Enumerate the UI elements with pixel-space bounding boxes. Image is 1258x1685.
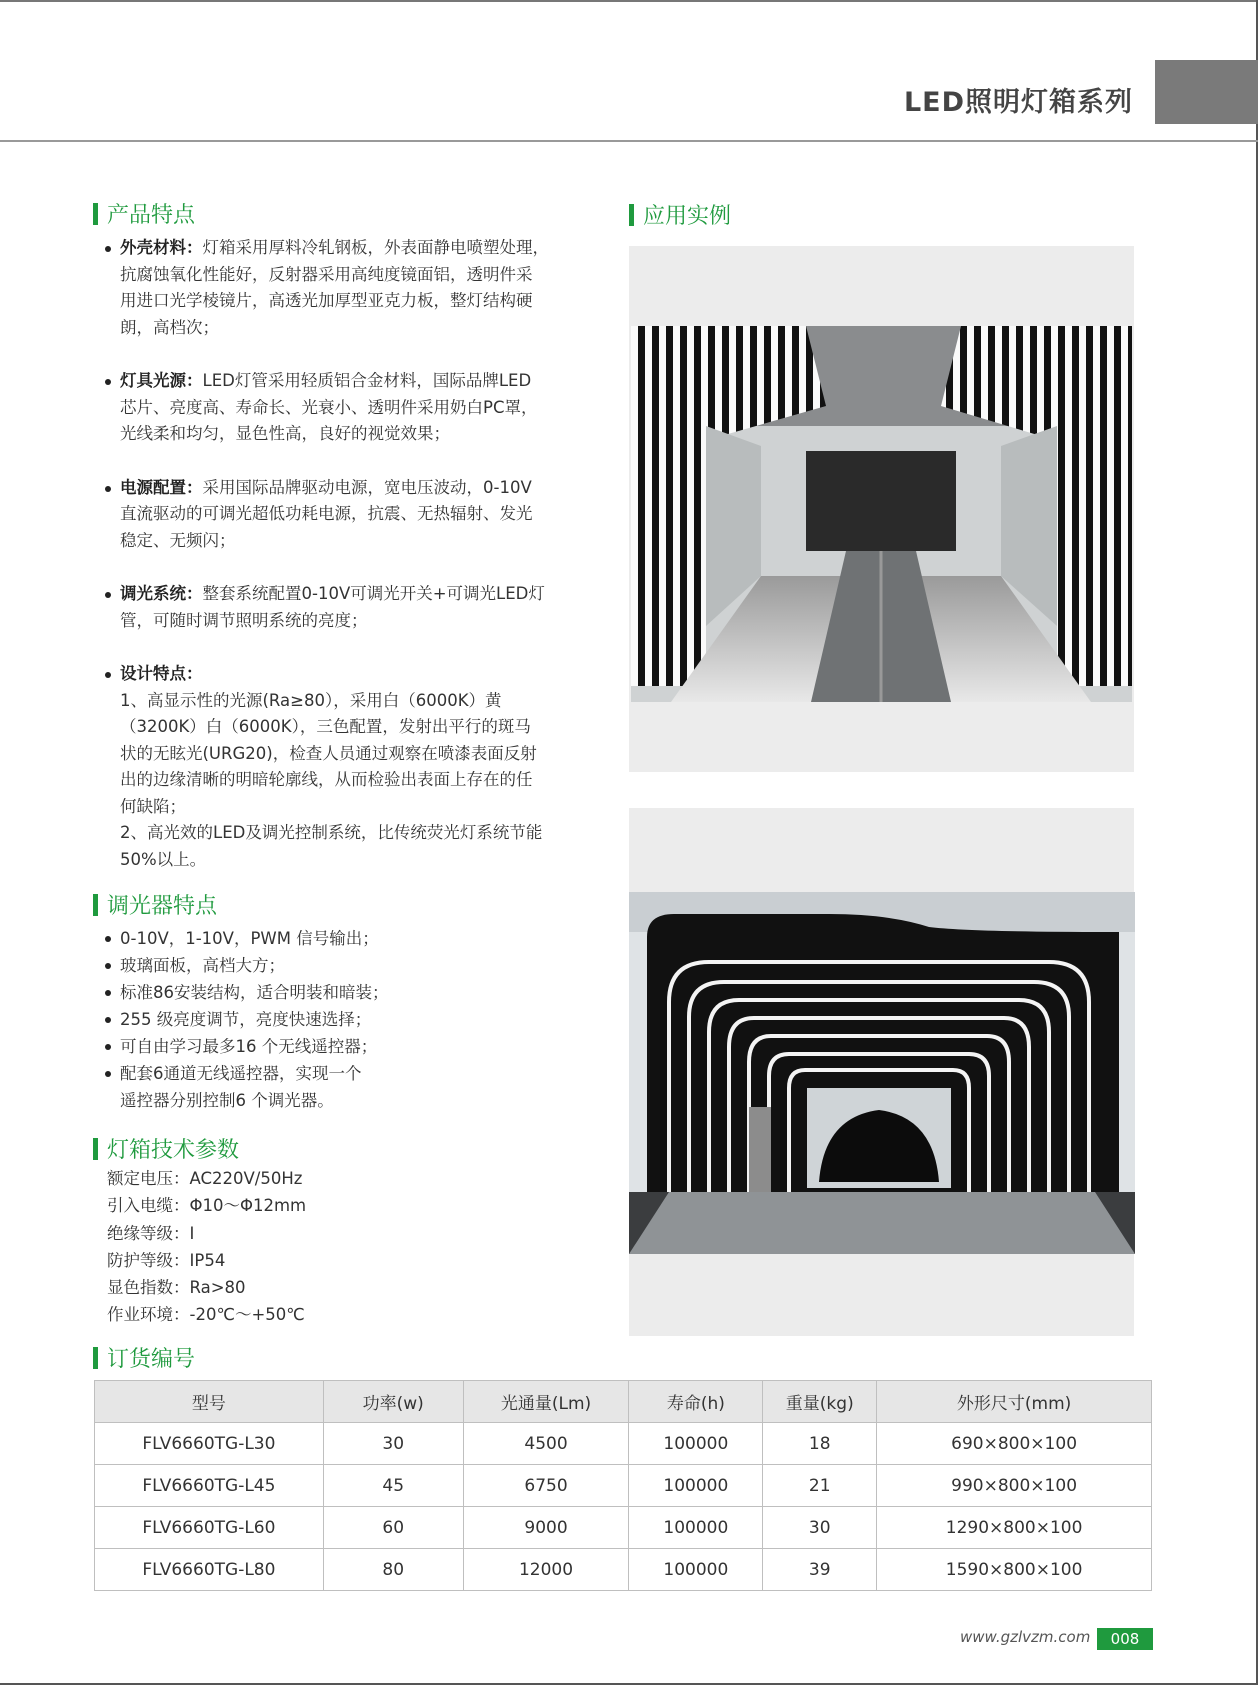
param-item: 绝缘等级：I <box>107 1223 195 1243</box>
feature-key: 调光系统： <box>120 584 203 603</box>
feature-line: 整套系统配置0-10V可调光开关+可调光LED灯 <box>202 584 545 603</box>
feature-line: 抗腐蚀氧化性能好，反射器采用高纯度镜面铝，透明件采 <box>120 264 533 284</box>
param-item: 防护等级：IP54 <box>107 1250 226 1270</box>
table-cell: 21 <box>763 1465 877 1507</box>
feature-line: 稳定、无频闪； <box>120 530 236 550</box>
table-header-cell: 重量(kg) <box>763 1381 877 1423</box>
table-cell: 100000 <box>629 1549 763 1591</box>
page-border-top <box>0 0 1258 2</box>
section-marker <box>93 203 98 225</box>
table-cell: 990×800×100 <box>877 1465 1152 1507</box>
order-table <box>94 1380 1152 1591</box>
feature-line: 出的边缘清晰的明暗轮廓线，从而检验出表面上存在的任 <box>120 770 533 789</box>
table-header-cell: 寿命(h) <box>629 1381 763 1423</box>
feature-key: 灯具光源： <box>120 371 203 390</box>
table-header-cell: 型号 <box>95 1381 324 1423</box>
table-cell: 100000 <box>629 1423 763 1465</box>
feature-line: 1、高显示性的光源(Ra≥80），采用白（6000K）黄 <box>120 690 502 710</box>
table-cell: 6750 <box>463 1465 629 1507</box>
dimmer-item: 标准86安装结构，适合明装和暗装； <box>95 979 389 1006</box>
table-cell: 39 <box>763 1549 877 1591</box>
section-marker <box>93 894 98 916</box>
feature-key: 外壳材料： <box>120 238 203 257</box>
table-cell: 1590×800×100 <box>877 1549 1152 1591</box>
section-order-heading: 订货编号 <box>93 1342 195 1373</box>
feature-item <box>95 475 595 555</box>
param-item: 显色指数：Ra>80 <box>107 1278 246 1298</box>
feature-line: 光线柔和均匀，显色性高，良好的视觉效果； <box>120 424 450 443</box>
feature-key: 电源配置： <box>120 477 203 497</box>
dimmer-item: 可自由学习最多16 个无线遥控器； <box>95 1033 389 1060</box>
feature-item <box>95 368 595 448</box>
section-features-heading: 产品特点 <box>93 198 195 229</box>
website-url: www.gzlvzm.com <box>960 1628 1091 1646</box>
param-item: 作业环境：-20℃～+50℃ <box>107 1305 305 1325</box>
section-marker <box>93 1347 98 1369</box>
feature-line: 2、高光效的LED及调光控制系统，比传统荧光灯系统节能 <box>120 823 543 842</box>
dimmer-item: 255 级亮度调节，亮度快速选择； <box>95 1006 389 1033</box>
table-cell: 100000 <box>629 1465 763 1507</box>
features-list <box>95 235 595 873</box>
feature-line: 朗，高档次； <box>120 317 219 337</box>
table-row <box>95 1507 1152 1549</box>
feature-line: 灯箱采用厚料冷轧钢板，外表面静电喷塑处理， <box>202 238 549 257</box>
page-number: 008 <box>1097 1628 1153 1650</box>
feature-line: 直流驱动的可调光超低功耗电源，抗震、无热辐射、发光 <box>120 504 533 523</box>
table-row <box>95 1465 1152 1507</box>
table-header-cell: 功率(w) <box>323 1381 463 1423</box>
section-marker <box>93 1138 98 1160</box>
table-cell: FLV6660TG-L80 <box>95 1549 324 1591</box>
param-item: 额定电压：AC220V/50Hz <box>107 1169 303 1188</box>
table-row <box>95 1423 1152 1465</box>
dimmer-item: 0-10V，1-10V，PWM 信号输出； <box>95 925 389 952</box>
table-cell: 30 <box>323 1423 463 1465</box>
dimmer-item: 配套6通道无线遥控器，实现一个 <box>95 1060 389 1087</box>
table-cell: 4500 <box>463 1423 629 1465</box>
section-params-heading: 灯箱技术参数 <box>93 1133 239 1164</box>
inspection-tunnel-photo <box>631 326 1132 702</box>
table-cell: 18 <box>763 1423 877 1465</box>
car-inspection-photo <box>629 892 1135 1254</box>
section-application-heading: 应用实例 <box>629 199 731 230</box>
table-cell: 80 <box>323 1549 463 1591</box>
table-cell: FLV6660TG-L30 <box>95 1423 324 1465</box>
feature-key: 设计特点： <box>120 664 203 683</box>
dimmer-item: 玻璃面板，高档大方； <box>95 952 389 979</box>
section-marker <box>629 204 634 226</box>
feature-line: 芯片、亮度高、寿命长、光衰小、透明件采用奶白PC罩， <box>120 397 538 417</box>
header-color-block <box>1155 60 1258 124</box>
dimmer-item: 遥控器分别控制6 个调光器。 <box>120 1091 334 1110</box>
header-divider <box>0 140 1258 142</box>
table-header-row <box>95 1381 1152 1423</box>
table-cell: 12000 <box>463 1549 629 1591</box>
table-cell: 30 <box>763 1507 877 1549</box>
feature-item <box>95 235 595 341</box>
dimmer-features-list <box>95 925 389 1114</box>
feature-line: LED灯管采用轻质铝合金材料，国际品牌LED <box>202 371 532 390</box>
table-cell: FLV6660TG-L60 <box>95 1507 324 1549</box>
feature-line: 50%以上。 <box>120 849 207 869</box>
page-title: LED照明灯箱系列 <box>903 87 1133 118</box>
table-cell: 45 <box>323 1465 463 1507</box>
feature-item <box>95 661 595 873</box>
feature-item <box>95 581 595 634</box>
feature-line: 状的无眩光(URG20)，检查人员通过观察在喷漆表面反射 <box>120 743 537 763</box>
table-cell: 9000 <box>463 1507 629 1549</box>
section-dimmer-heading: 调光器特点 <box>93 889 217 920</box>
table-cell: 690×800×100 <box>877 1423 1152 1465</box>
feature-line: 何缺陷； <box>120 796 186 816</box>
feature-line: 采用国际品牌驱动电源，宽电压波动，0-10V <box>202 477 532 497</box>
table-cell: FLV6660TG-L45 <box>95 1465 324 1507</box>
table-cell: 60 <box>323 1507 463 1549</box>
table-header-cell: 光通量(Lm) <box>463 1381 629 1423</box>
table-cell: 1290×800×100 <box>877 1507 1152 1549</box>
table-header-cell: 外形尺寸(mm) <box>877 1381 1152 1423</box>
feature-line: （3200K）白（6000K），三色配置，发射出平行的斑马 <box>120 717 531 736</box>
feature-line: 用进口光学棱镜片，高透光加厚型亚克力板，整灯结构硬 <box>120 291 533 310</box>
param-item: 引入电缆：Φ10～Φ12mm <box>107 1196 307 1216</box>
tech-params-list <box>107 1165 306 1329</box>
table-row <box>95 1549 1152 1591</box>
table-cell: 100000 <box>629 1507 763 1549</box>
feature-line: 管，可随时调节照明系统的亮度； <box>120 610 368 630</box>
